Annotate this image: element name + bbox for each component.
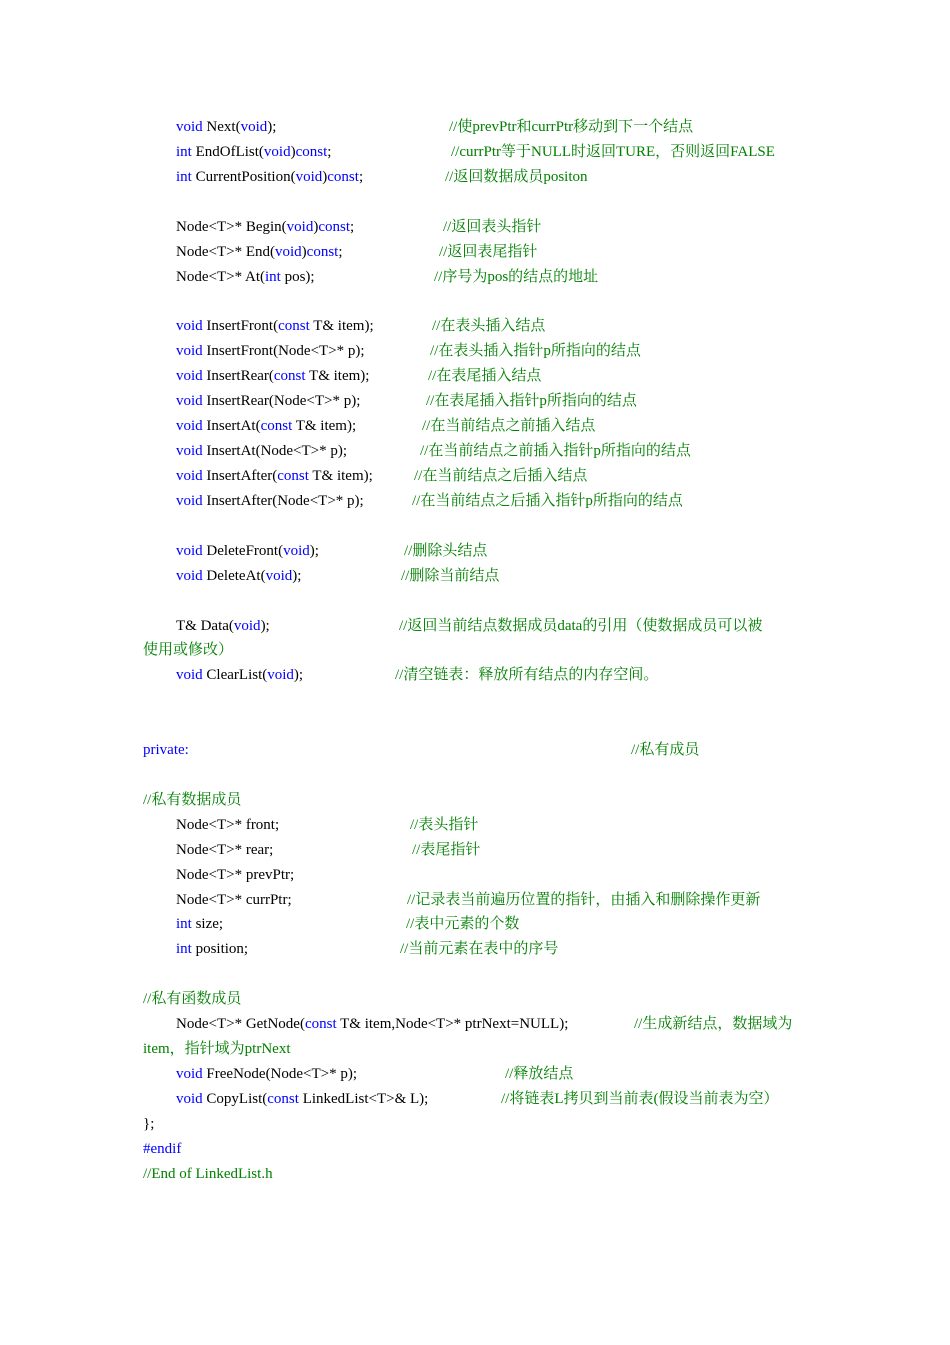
- code-line-next: void Next(void);: [176, 119, 277, 135]
- comment-private-data-heading: //私有数据成员: [143, 792, 242, 808]
- code-line-deleteat: void DeleteAt(void);: [176, 568, 302, 584]
- comment-deleteat: //删除当前结点: [401, 568, 500, 584]
- code-line-position: int position;: [176, 941, 249, 957]
- code-line-data: T& Data(void);: [176, 618, 270, 634]
- code-line-prevptr: Node<T>* prevPtr;: [176, 867, 295, 883]
- comment-insertat-item: //在当前结点之前插入结点: [422, 418, 596, 434]
- comment-endoflist: //currPtr等于NULL时返回TURE，否则返回FALSE: [451, 144, 775, 160]
- comment-position: //当前元素在表中的序号: [400, 941, 559, 957]
- comment-insertafter-item: //在当前结点之后插入结点: [414, 468, 588, 484]
- comment-currentposition: //返回数据成员positon: [445, 169, 588, 185]
- code-line-insertat-node: void InsertAt(Node<T>* p);: [176, 443, 348, 459]
- comment-end-of-file: //End of LinkedList.h: [143, 1166, 273, 1182]
- code-line-insertrear-item: void InsertRear(const T& item);: [176, 368, 370, 384]
- comment-next: //使prevPtr和currPtr移动到下一个结点: [449, 119, 694, 135]
- code-line-copylist: void CopyList(const LinkedList<T>& L);: [176, 1091, 429, 1107]
- comment-private-func-heading: //私有函数成员: [143, 991, 242, 1007]
- code-line-private: private:: [143, 742, 189, 758]
- comment-getnode-continued: item，指针域为ptrNext: [143, 1041, 291, 1057]
- comment-rear: //表尾指针: [412, 842, 481, 858]
- comment-insertrear-node: //在表尾插入指针p所指向的结点: [426, 393, 637, 409]
- comment-data: //返回当前结点数据成员data的引用（使数据成员可以被: [399, 618, 763, 634]
- comment-insertafter-node: //在当前结点之后插入指针p所指向的结点: [412, 493, 683, 509]
- code-line-insertafter-node: void InsertAfter(Node<T>* p);: [176, 493, 364, 509]
- code-line-endoflist: int EndOfList(void)const;: [176, 144, 332, 160]
- comment-copylist: //将链表L拷贝到当前表(假设当前表为空）: [501, 1091, 779, 1107]
- code-line-freenode: void FreeNode(Node<T>* p);: [176, 1066, 358, 1082]
- code-line-insertat-item: void InsertAt(const T& item);: [176, 418, 357, 434]
- comment-front: //表头指针: [410, 817, 479, 833]
- code-line-front: Node<T>* front;: [176, 817, 280, 833]
- code-line-at: Node<T>* At(int pos);: [176, 269, 315, 285]
- comment-currptr: //记录表当前遍历位置的指针，由插入和删除操作更新: [407, 892, 761, 908]
- comment-at: //序号为pos的结点的地址: [434, 269, 599, 285]
- code-line-insertfront-node: void InsertFront(Node<T>* p);: [176, 343, 365, 359]
- comment-getnode: //生成新结点，数据域为: [634, 1016, 793, 1032]
- code-line-getnode: Node<T>* GetNode(const T& item,Node<T>* ptrNext=NULL);: [176, 1016, 569, 1032]
- code-line-begin: Node<T>* Begin(void)const;: [176, 219, 355, 235]
- code-line-close-brace: };: [143, 1116, 155, 1132]
- comment-freenode: //释放结点: [505, 1066, 574, 1082]
- code-line-insertfront-item: void InsertFront(const T& item);: [176, 318, 374, 334]
- code-line-clearlist: void ClearList(void);: [176, 667, 304, 683]
- comment-end: //返回表尾指针: [439, 244, 538, 260]
- code-line-currentposition: int CurrentPosition(void)const;: [176, 169, 364, 185]
- code-line-currptr: Node<T>* currPtr;: [176, 892, 292, 908]
- comment-size: //表中元素的个数: [406, 916, 520, 932]
- comment-begin: //返回表头指针: [443, 219, 542, 235]
- code-line-end: Node<T>* End(void)const;: [176, 244, 343, 260]
- comment-data-continued: 使用或修改）: [143, 642, 234, 658]
- comment-insertfront-item: //在表头插入结点: [432, 318, 546, 334]
- code-line-rear: Node<T>* rear;: [176, 842, 274, 858]
- comment-insertat-node: //在当前结点之前插入指针p所指向的结点: [420, 443, 691, 459]
- comment-insertrear-item: //在表尾插入结点: [428, 368, 542, 384]
- comment-insertfront-node: //在表头插入指针p所指向的结点: [430, 343, 641, 359]
- comment-deletefront: //删除头结点: [404, 543, 488, 559]
- code-line-insertafter-item: void InsertAfter(const T& item);: [176, 468, 373, 484]
- code-line-insertrear-node: void InsertRear(Node<T>* p);: [176, 393, 361, 409]
- comment-private: //私有成员: [631, 742, 700, 758]
- code-line-size: int size;: [176, 916, 224, 932]
- comment-clearlist: //清空链表：释放所有结点的内存空间。: [395, 667, 659, 683]
- code-line-endif: #endif: [143, 1141, 182, 1157]
- code-line-deletefront: void DeleteFront(void);: [176, 543, 319, 559]
